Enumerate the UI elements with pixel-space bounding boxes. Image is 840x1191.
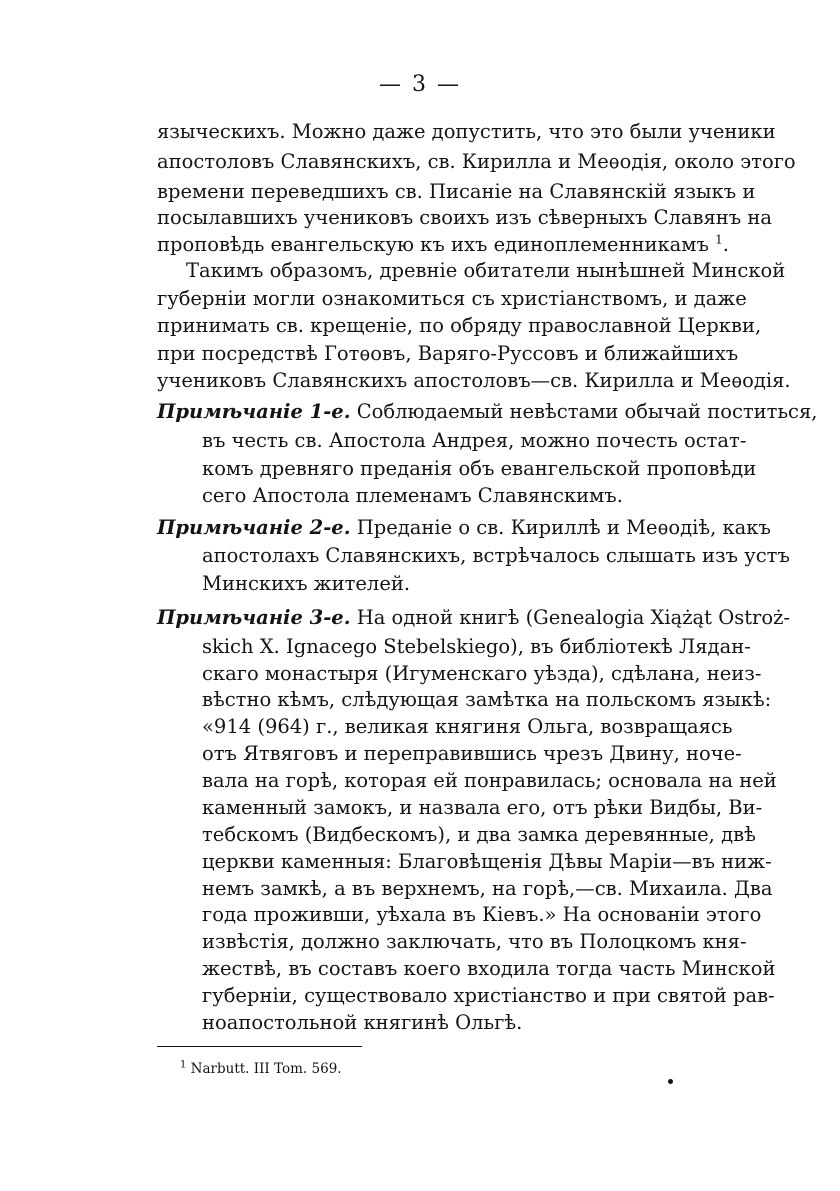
- note-3-line: губерніи, существовало христіанство и при святой рав-: [202, 984, 775, 1007]
- footnote: [180, 1060, 342, 1078]
- note-3-text: На одной книгѣ (Genealogia Xiążąt Ostroż-: [356, 606, 790, 629]
- note-3-line: извѣстія, должно заключать, что въ Полоцкомъ кня-: [202, 930, 747, 953]
- note-3-line: «914 (964) г., великая княгиня Ольга, возвращаясь: [202, 715, 733, 738]
- paragraph-1-end-punctuation: .: [722, 233, 729, 256]
- note-2-label: Примѣчаніе 2-е.: [157, 516, 351, 539]
- note-1-label: Примѣчаніе 1-е.: [157, 400, 351, 423]
- note-1-line: въ честь св. Апостола Андрея, можно почесть остат-: [202, 429, 747, 452]
- note-3-line: каменный замокъ, и назвала его, отъ рѣки Видбы, Ви-: [202, 796, 763, 819]
- paragraph-1-line: языческихъ. Можно даже допустить, что это были ученики: [157, 120, 776, 143]
- paragraph-2-line: Такимъ образомъ, древніе обитатели нынѣшней Минской: [186, 259, 786, 282]
- page-number: — 3 —: [379, 72, 461, 97]
- note-1-first-line: [157, 397, 818, 427]
- note-3-line: ноапостольной княгинѣ Ольгѣ.: [202, 1011, 523, 1034]
- paragraph-1-line: посылавшихъ учениковъ своихъ изъ сѣверныхъ Славянъ на: [157, 206, 773, 229]
- note-3-line: немъ замкѣ, а въ верхнемъ, на горѣ,—св. Михаила. Два: [202, 877, 773, 900]
- footnote-divider: [157, 1046, 362, 1047]
- note-2-first-line: [157, 513, 771, 543]
- note-3-line: вѣстно кѣмъ, слѣдующая замѣтка на польскомъ языкѣ:: [202, 688, 772, 711]
- paragraph-2-line: губерніи могли ознакомиться съ христіанствомъ, и даже: [157, 287, 747, 310]
- footnote-reference: 1: [715, 232, 723, 247]
- note-3-line: вала на горѣ, которая ей понравилась; основала на ней: [202, 769, 777, 792]
- ink-speck: [668, 1079, 673, 1084]
- paragraph-1-line: апостоловъ Славянскихъ, св. Кирилла и Меѳодія, около этого: [157, 150, 796, 173]
- note-3-line: тебскомъ (Видбескомъ), и два замка деревянные, двѣ: [202, 823, 756, 846]
- note-3-line: отъ Ятвяговъ и переправившись чрезъ Двину, ноче-: [202, 742, 742, 765]
- paragraph-1-line: времени переведшихъ св. Писаніе на Славянскій языкъ и: [157, 180, 756, 203]
- note-3-line: жествѣ, въ составъ коего входила тогда часть Минской: [202, 957, 776, 980]
- note-2-text: Преданіе о св. Кириллѣ и Меѳодіѣ, какъ: [356, 516, 771, 539]
- footnote-text: Narbutt. III Tom. 569.: [190, 1061, 342, 1077]
- note-1-text: Соблюдаемый невѣстами обычай поститься,: [356, 400, 818, 423]
- paragraph-2-line: учениковъ Славянскихъ апостоловъ—св. Кирилла и Меѳодія.: [157, 369, 791, 392]
- paragraph-2-line: при посредствѣ Готѳовъ, Варяго-Руссовъ и ближайшихъ: [157, 342, 739, 365]
- note-1-line: комъ древняго преданія объ евангельской проповѣди: [202, 457, 757, 480]
- note-3-line: церкви каменныя: Благовѣщенія Дѣвы Маріи—въ ниж-: [202, 850, 772, 873]
- note-3-line: скаго монастыря (Игуменскаго уѣзда), сдѣлана, неиз-: [202, 662, 762, 685]
- note-3-label: Примѣчаніе 3-е.: [157, 606, 351, 629]
- note-2-line: Минскихъ жителей.: [202, 572, 411, 595]
- note-3-first-line: [157, 603, 790, 633]
- paragraph-2-line: принимать св. крещеніе, по обряду православной Церкви,: [157, 314, 762, 337]
- footnote-mark: 1: [180, 1059, 187, 1071]
- paragraph-1-last-text: проповѣдь евангельскую къ ихъ единоплеменникамъ: [157, 233, 709, 256]
- note-2-line: апостолахъ Славянскихъ, встрѣчалось слышать изъ устъ: [202, 544, 790, 567]
- note-3-line: skich X. Ignacego Stebelskiego), въ библіотекѣ Лядан-: [202, 635, 751, 658]
- note-3-line: года проживши, уѣхала въ Кіевъ.» На основаніи этого: [202, 903, 762, 926]
- note-1-line: сего Апостола племенамъ Славянскимъ.: [202, 484, 623, 507]
